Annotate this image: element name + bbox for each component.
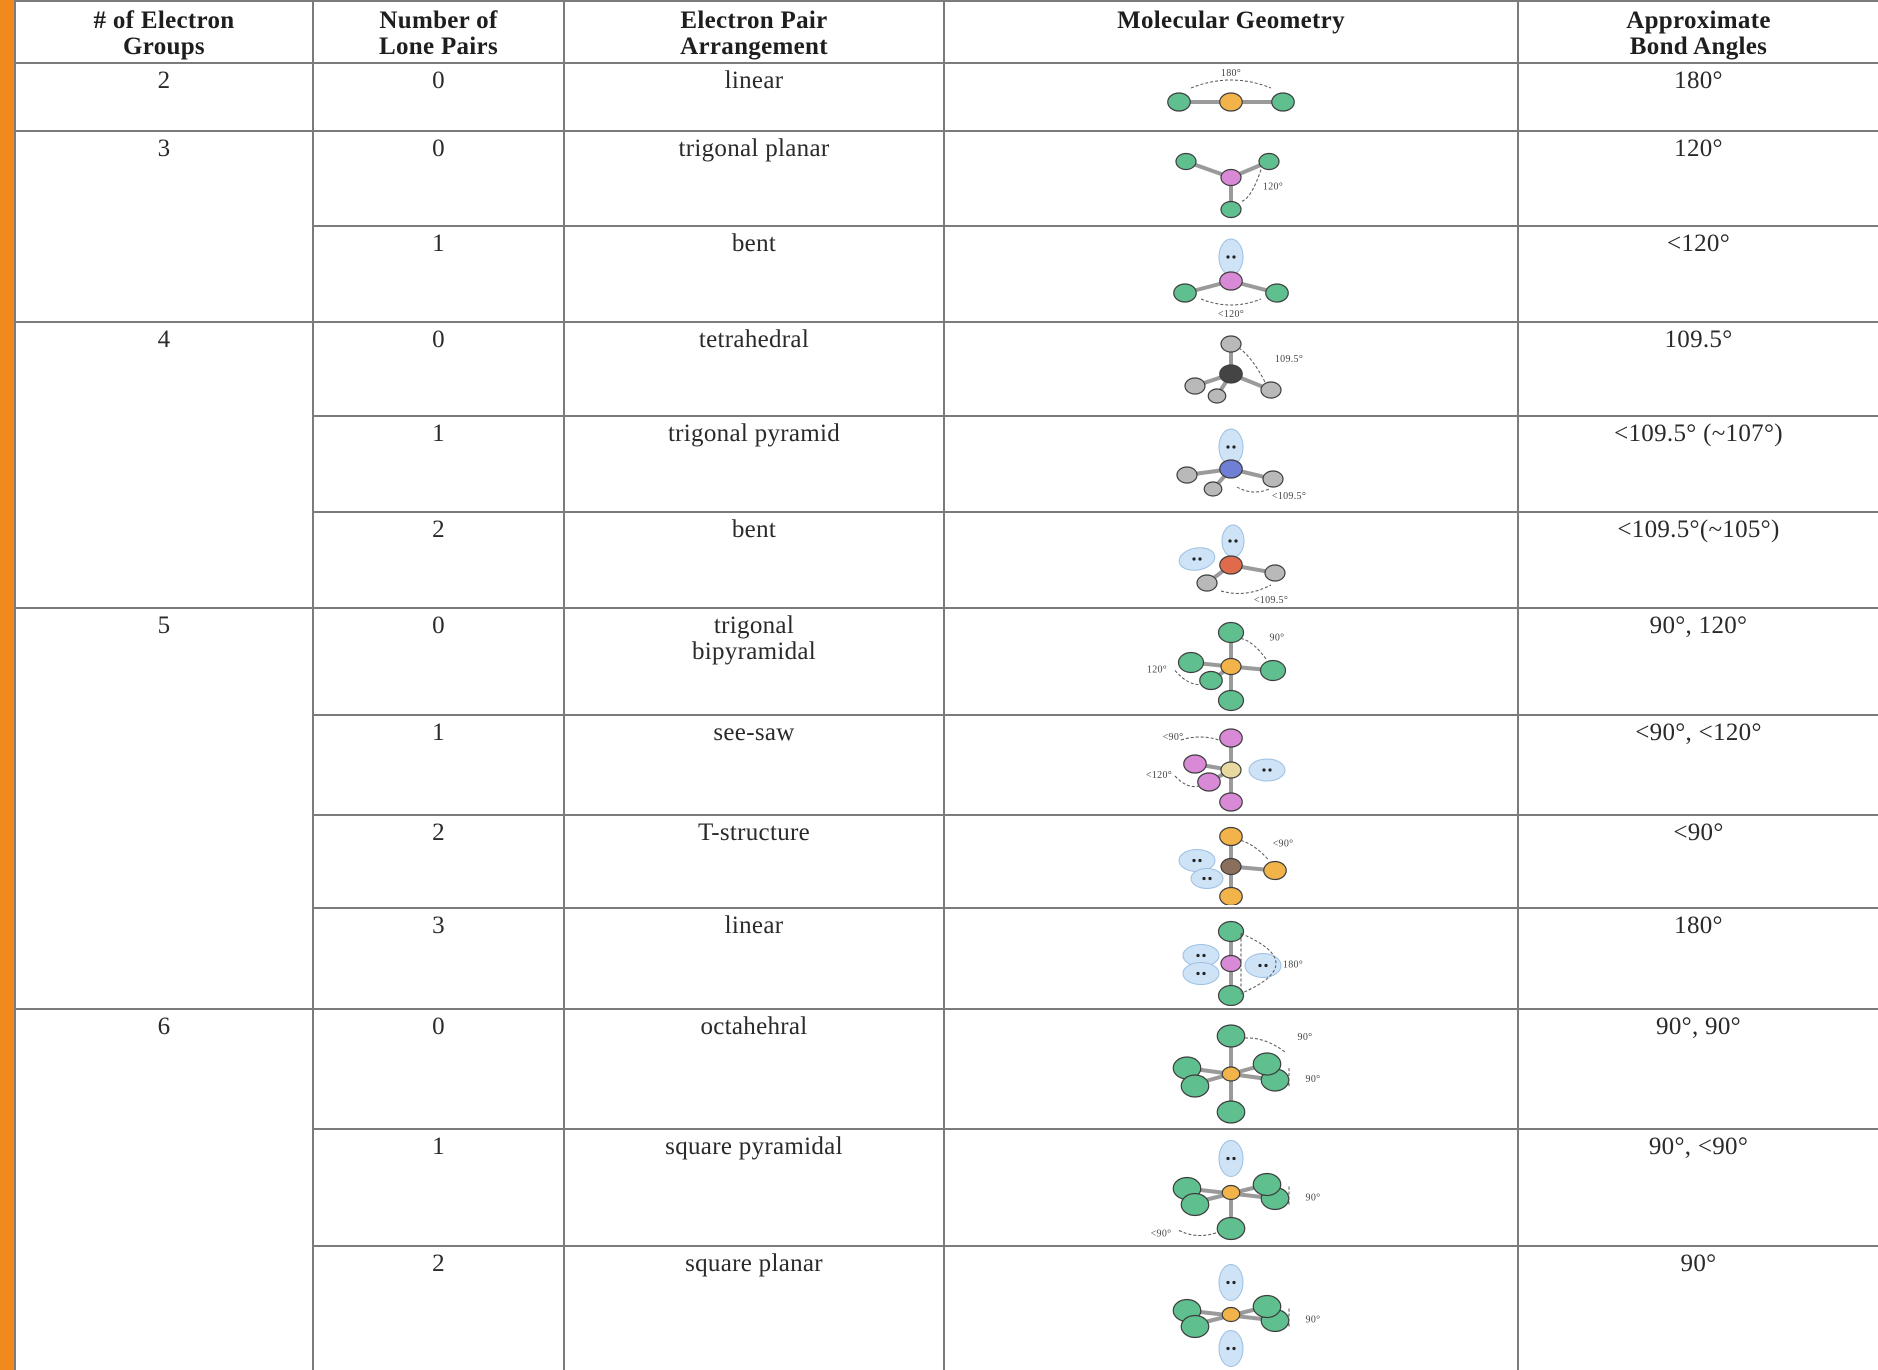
atom-sphere <box>1221 336 1241 352</box>
atom-sphere <box>1176 154 1196 170</box>
atom-sphere <box>1221 170 1241 186</box>
bond-angle-cell: 90° <box>1518 1246 1878 1370</box>
arrangement-cell <box>564 715 944 815</box>
atom-sphere <box>1168 93 1191 111</box>
lone-pair-dot <box>1232 255 1235 258</box>
header-electron-groups-line2: Groups <box>123 33 205 61</box>
lone-pair-dot <box>1226 1281 1229 1284</box>
square-pyramidal-molecule-icon <box>1121 1134 1341 1243</box>
bond-angle-cell: <109.5° (~107°) <box>1518 416 1878 512</box>
atom-sphere <box>1220 888 1243 906</box>
arrangement-cell <box>564 512 944 608</box>
header-molecular-geometry <box>944 1 1518 63</box>
arrangement-text: bent <box>731 516 777 543</box>
bent-molecule-icon <box>1121 231 1341 319</box>
header-row <box>15 1 1878 63</box>
atom-sphere <box>1174 284 1197 302</box>
arrangement-text: trigonal planar <box>678 135 830 162</box>
lone-pairs-cell: 3 <box>313 908 564 1009</box>
header-lone-pairs-line1: Number of <box>379 7 498 34</box>
atom-sphere <box>1220 272 1243 290</box>
atom-sphere <box>1253 1174 1281 1196</box>
t-shaped-molecule-icon <box>1121 820 1341 905</box>
atom-sphere <box>1261 382 1281 398</box>
header-arrangement <box>564 1 944 63</box>
molecular-geometry-cell <box>944 226 1518 322</box>
atom-sphere <box>1204 482 1222 496</box>
arrangement-cell <box>564 131 944 226</box>
molecular-geometry-cell <box>944 131 1518 226</box>
lone-pairs-cell: 0 <box>313 131 564 226</box>
atom-sphere <box>1177 467 1197 483</box>
header-lone-pairs <box>313 1 564 63</box>
atom-sphere <box>1221 859 1241 875</box>
angle-arc <box>1237 487 1269 492</box>
lone-pair-dot <box>1196 954 1199 957</box>
table-row <box>15 322 1878 416</box>
lone-pair-lobe <box>1219 1331 1243 1367</box>
table-row <box>15 131 1878 226</box>
angle-arc <box>1241 170 1261 202</box>
header-bond-angles <box>1518 1 1878 63</box>
lone-pairs-cell: 0 <box>313 1009 564 1129</box>
lone-pair-dot <box>1226 255 1229 258</box>
atom-sphere <box>1220 93 1243 111</box>
arrangement-cell <box>564 1009 944 1129</box>
lone-pair-dot <box>1226 445 1229 448</box>
lone-pair-dot <box>1264 964 1267 967</box>
angle-arc <box>1245 1038 1285 1052</box>
atom-sphere <box>1221 956 1241 972</box>
bond-angle-label: 180° <box>1220 68 1242 79</box>
lone-pair-dot <box>1196 972 1199 975</box>
bond-angle-cell: 109.5° <box>1518 322 1878 416</box>
linear-three-lone-pairs-molecule-icon <box>1121 913 1341 1006</box>
bond-angle-label: <109.5° <box>1253 595 1289 605</box>
molecular-geometry-cell <box>944 1009 1518 1129</box>
molecular-geometry-cell <box>944 608 1518 715</box>
atom-sphere <box>1259 154 1279 170</box>
electron-groups-cell: 4 <box>15 322 313 608</box>
electron-groups-cell: 2 <box>15 63 313 131</box>
trigonal-pyramid-molecule-icon <box>1121 421 1341 509</box>
lone-pair-dot <box>1192 859 1195 862</box>
bond-angle-label: 120° <box>1262 181 1284 193</box>
lone-pairs-cell: 1 <box>313 715 564 815</box>
header-bond-angles-line2: Bond Angles <box>1629 33 1768 61</box>
lone-pair-lobe <box>1219 1265 1243 1301</box>
atom-sphere <box>1272 93 1295 111</box>
bond-angle-label: 90° <box>1305 1192 1321 1204</box>
lone-pair-lobe <box>1183 963 1219 985</box>
bond-angle-label: 90° <box>1305 1314 1321 1326</box>
lone-pair-dot <box>1202 877 1205 880</box>
arrangement-cell <box>564 1246 944 1370</box>
atom-sphere <box>1200 672 1223 690</box>
arrangement-cell <box>564 815 944 908</box>
atom-sphere <box>1181 1316 1209 1338</box>
angle-arc <box>1191 80 1271 88</box>
octahedral-molecule-icon <box>1121 1014 1341 1126</box>
atom-sphere <box>1222 1067 1240 1081</box>
bond-angle-label: 90° <box>1305 1074 1321 1085</box>
lone-pair-lobe <box>1219 239 1243 275</box>
atom-sphere <box>1220 556 1243 574</box>
atom-sphere <box>1222 1308 1240 1322</box>
header-molecular-geometry-line1: Molecular Geometry <box>1117 7 1345 34</box>
lone-pairs-cell: 0 <box>313 63 564 131</box>
angle-arc <box>1241 841 1269 861</box>
arrangement-cell <box>564 1129 944 1246</box>
trigonal-planar-molecule-icon <box>1121 136 1341 223</box>
bond-angle-label: <90° <box>1150 1228 1172 1240</box>
angle-arc <box>1221 585 1271 593</box>
bond-angle-label: <120° <box>1145 770 1173 781</box>
bond-angle-label: 180° <box>1282 959 1304 971</box>
arrangement-cell <box>564 416 944 512</box>
see-saw-molecule-icon <box>1121 720 1341 812</box>
table-body <box>15 63 1878 1370</box>
arrangement-text: trigonal <box>713 612 795 639</box>
tetrahedral-molecule-icon <box>1121 327 1341 413</box>
square-planar-molecule-icon <box>1121 1251 1341 1370</box>
lone-pair-dot <box>1202 954 1205 957</box>
lone-pair-dot <box>1192 557 1195 560</box>
vsepr-table-container <box>14 0 1878 1370</box>
lone-pair-dot <box>1234 539 1237 542</box>
atom-sphere <box>1261 661 1286 681</box>
molecular-geometry-cell <box>944 322 1518 416</box>
bond-angle-cell: <120° <box>1518 226 1878 322</box>
molecular-geometry-cell <box>944 512 1518 608</box>
lone-pairs-cell: 0 <box>313 322 564 416</box>
angle-arc <box>1179 1231 1217 1236</box>
bond-angle-cell: <90° <box>1518 815 1878 908</box>
lone-pairs-cell: 2 <box>313 815 564 908</box>
lone-pair-dot <box>1262 768 1265 771</box>
lone-pair-dot <box>1226 1347 1229 1350</box>
atom-sphere <box>1263 471 1283 487</box>
atom-sphere <box>1266 284 1289 302</box>
atom-sphere <box>1220 828 1243 846</box>
molecular-geometry-cell <box>944 1129 1518 1246</box>
lone-pairs-cell: 2 <box>313 512 564 608</box>
arrangement-cell <box>564 608 944 715</box>
lone-pair-dot <box>1198 557 1201 560</box>
bond-angle-label: <90° <box>1162 732 1184 743</box>
arrangement-text: tetrahedral <box>698 326 810 353</box>
lone-pair-lobe <box>1177 545 1216 573</box>
vsepr-geometry-table <box>14 0 1878 1370</box>
trigonal-bipyramidal-molecule-icon <box>1121 613 1341 712</box>
lone-pair-dot <box>1232 1281 1235 1284</box>
arrangement-cell <box>564 322 944 416</box>
bond-angle-cell: 90°, <90° <box>1518 1129 1878 1246</box>
bond-angle-label: 90° <box>1269 632 1285 644</box>
atom-sphere <box>1217 1218 1245 1240</box>
atom-sphere <box>1181 1075 1209 1097</box>
lone-pair-dot <box>1226 1157 1229 1160</box>
arrangement-text: see-saw <box>713 719 795 746</box>
arrangement-text: trigonal pyramid <box>667 420 841 447</box>
atom-sphere <box>1222 1186 1240 1200</box>
atom-sphere <box>1219 623 1244 643</box>
angle-arc <box>1241 639 1267 661</box>
lone-pair-dot <box>1258 964 1261 967</box>
atom-sphere <box>1219 986 1244 1006</box>
lone-pair-lobe <box>1222 525 1244 557</box>
header-bond-angles-line1: Approximate <box>1626 7 1771 34</box>
arrangement-text: linear <box>724 912 784 939</box>
bond-angle-label: <109.5° <box>1271 491 1307 502</box>
atom-sphere <box>1253 1053 1281 1075</box>
angle-arc <box>1201 299 1261 305</box>
lone-pairs-cell: 1 <box>313 1129 564 1246</box>
bond-angle-label: <120° <box>1217 309 1245 319</box>
lone-pair-dot <box>1232 1347 1235 1350</box>
bond-angle-cell: <109.5°(~105°) <box>1518 512 1878 608</box>
bond-angle-cell: 90°, 90° <box>1518 1009 1878 1129</box>
atom-sphere <box>1181 1194 1209 1216</box>
arrangement-text: square planar <box>685 1250 823 1277</box>
bond-angle-cell: <90°, <120° <box>1518 715 1878 815</box>
arrangement-cell <box>564 63 944 131</box>
atom-sphere <box>1197 575 1217 591</box>
lone-pair-dot <box>1228 539 1231 542</box>
arrangement-text: square pyramidal <box>665 1133 843 1160</box>
atom-sphere <box>1217 1101 1245 1123</box>
atom-sphere <box>1253 1296 1281 1318</box>
molecular-geometry-cell <box>944 63 1518 131</box>
atom-sphere <box>1220 365 1243 383</box>
arrangement-text: bipyramidal <box>691 638 817 666</box>
lone-pair-lobe <box>1249 759 1285 781</box>
header-electron-groups <box>15 1 313 63</box>
electron-groups-cell: 3 <box>15 131 313 322</box>
arrangement-text: linear <box>724 67 784 94</box>
atom-sphere <box>1219 922 1244 942</box>
bent-two-lone-pairs-molecule-icon <box>1121 517 1341 605</box>
arrangement-cell <box>564 908 944 1009</box>
atom-sphere <box>1208 389 1226 403</box>
lone-pair-dot <box>1198 859 1201 862</box>
header-arrangement-line2: Arrangement <box>680 33 828 61</box>
bond-angle-label: 109.5° <box>1274 354 1304 365</box>
lone-pair-dot <box>1208 877 1211 880</box>
bond-angle-label: 120° <box>1146 664 1168 676</box>
accent-side-bar <box>0 0 14 1370</box>
linear-molecule-icon <box>1121 68 1341 128</box>
lone-pair-lobe <box>1191 869 1223 889</box>
lone-pair-dot <box>1232 1157 1235 1160</box>
bond-angle-cell: 180° <box>1518 908 1878 1009</box>
angle-arc <box>1175 776 1199 787</box>
atom-sphere <box>1198 773 1221 791</box>
electron-groups-cell: 6 <box>15 1009 313 1370</box>
electron-groups-cell: 5 <box>15 608 313 1009</box>
atom-sphere <box>1220 460 1243 478</box>
atom-sphere <box>1221 202 1241 218</box>
arrangement-text: T-structure <box>697 819 811 846</box>
atom-sphere <box>1217 1025 1245 1047</box>
header-lone-pairs-line2: Lone Pairs <box>379 33 498 61</box>
lone-pair-dot <box>1202 972 1205 975</box>
bond-angle-label: <90° <box>1272 838 1294 850</box>
header-electron-groups-line1: # of Electron <box>93 7 235 34</box>
molecular-geometry-cell <box>944 1246 1518 1370</box>
molecular-geometry-cell <box>944 715 1518 815</box>
lone-pairs-cell: 0 <box>313 608 564 715</box>
lone-pair-lobe <box>1219 1141 1243 1177</box>
table-row <box>15 63 1878 131</box>
table-row <box>15 1009 1878 1129</box>
atom-sphere <box>1265 565 1285 581</box>
arrangement-text: bent <box>731 230 777 257</box>
bond-angle-cell: 90°, 120° <box>1518 608 1878 715</box>
molecular-geometry-cell <box>944 908 1518 1009</box>
atom-sphere <box>1220 793 1243 811</box>
lone-pairs-cell: 2 <box>313 1246 564 1370</box>
atom-sphere <box>1221 762 1241 778</box>
bond-angle-cell: 120° <box>1518 131 1878 226</box>
arrangement-cell <box>564 226 944 322</box>
header-arrangement-line1: Electron Pair <box>680 7 828 34</box>
table-row <box>15 608 1878 715</box>
molecular-geometry-cell <box>944 815 1518 908</box>
atom-sphere <box>1219 691 1244 711</box>
bond-angle-label: 90° <box>1297 1032 1313 1043</box>
atom-sphere <box>1220 729 1243 747</box>
atom-sphere <box>1264 862 1287 880</box>
atom-sphere <box>1221 659 1241 675</box>
atom-sphere <box>1179 653 1204 673</box>
molecular-geometry-cell <box>944 416 1518 512</box>
lone-pair-dot <box>1232 445 1235 448</box>
lone-pairs-cell: 1 <box>313 226 564 322</box>
lone-pairs-cell: 1 <box>313 416 564 512</box>
atom-sphere <box>1184 755 1207 773</box>
angle-arc <box>1181 737 1219 740</box>
lone-pair-dot <box>1268 768 1271 771</box>
atom-sphere <box>1185 378 1205 394</box>
bond-angle-cell: 180° <box>1518 63 1878 131</box>
arrangement-text: octahehral <box>700 1013 808 1040</box>
